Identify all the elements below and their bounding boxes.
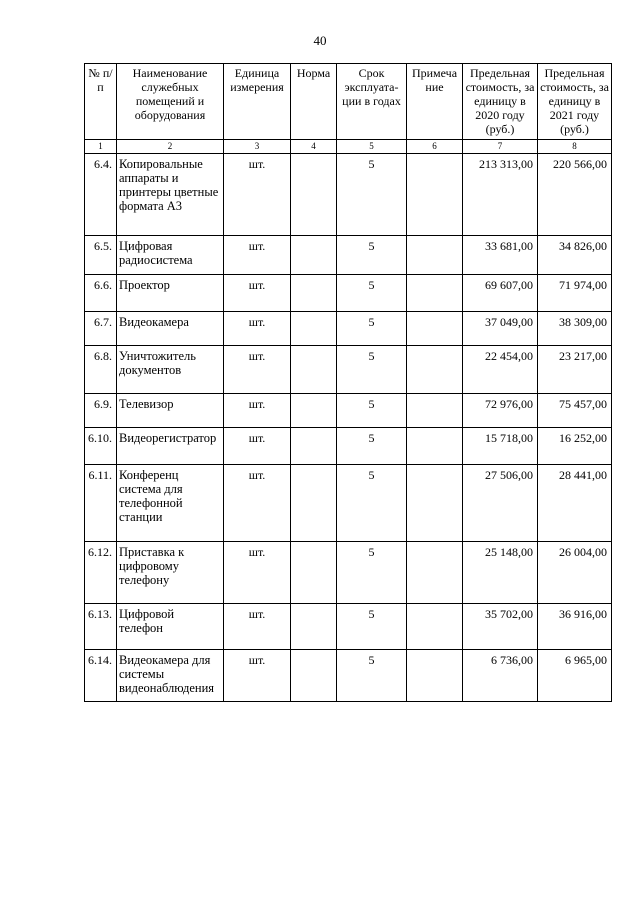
norm bbox=[291, 428, 337, 465]
service-life: 5 bbox=[337, 465, 407, 542]
price-2021: 75 457,00 bbox=[538, 394, 612, 428]
item-name: Проектор bbox=[117, 275, 224, 312]
price-2021: 220 566,00 bbox=[538, 154, 612, 236]
service-life: 5 bbox=[337, 542, 407, 604]
header-price-2021: Предельная стоимость, за единицу в 2021 году (руб.) bbox=[538, 64, 612, 140]
item-name: Конференц система для телефонной станции bbox=[117, 465, 224, 542]
unit: шт. bbox=[224, 236, 291, 275]
note bbox=[407, 236, 463, 275]
column-index: 1 bbox=[85, 140, 117, 154]
note bbox=[407, 394, 463, 428]
header-term: Срок эксплуата-ции в годах bbox=[337, 64, 407, 140]
price-2021: 36 916,00 bbox=[538, 604, 612, 650]
note bbox=[407, 346, 463, 394]
norm bbox=[291, 154, 337, 236]
item-name: Видеорегистратор bbox=[117, 428, 224, 465]
header-price-2020: Предельная стоимость, за единицу в 2020 году (руб.) bbox=[463, 64, 538, 140]
price-2020: 213 313,00 bbox=[463, 154, 538, 236]
norm bbox=[291, 346, 337, 394]
price-2021: 16 252,00 bbox=[538, 428, 612, 465]
column-index: 6 bbox=[407, 140, 463, 154]
service-life: 5 bbox=[337, 346, 407, 394]
equipment-table bbox=[84, 63, 612, 702]
price-2020: 15 718,00 bbox=[463, 428, 538, 465]
note bbox=[407, 312, 463, 346]
price-2020: 37 049,00 bbox=[463, 312, 538, 346]
norm bbox=[291, 394, 337, 428]
price-2020: 27 506,00 bbox=[463, 465, 538, 542]
service-life: 5 bbox=[337, 394, 407, 428]
row-number: 6.7. bbox=[85, 312, 117, 346]
table-row bbox=[85, 154, 612, 236]
column-index: 8 bbox=[538, 140, 612, 154]
note bbox=[407, 650, 463, 702]
table-row bbox=[85, 604, 612, 650]
price-2021: 38 309,00 bbox=[538, 312, 612, 346]
item-name: Цифровой телефон bbox=[117, 604, 224, 650]
row-number: 6.8. bbox=[85, 346, 117, 394]
column-index: 3 bbox=[224, 140, 291, 154]
table-row bbox=[85, 312, 612, 346]
unit: шт. bbox=[224, 650, 291, 702]
unit: шт. bbox=[224, 312, 291, 346]
service-life: 5 bbox=[337, 275, 407, 312]
item-name: Приставка к цифровому телефону bbox=[117, 542, 224, 604]
unit: шт. bbox=[224, 346, 291, 394]
item-name: Видеокамера для системы видеонаблюдения bbox=[117, 650, 224, 702]
item-name: Цифровая радиосистема bbox=[117, 236, 224, 275]
header-norm: Норма bbox=[291, 64, 337, 140]
price-2020: 69 607,00 bbox=[463, 275, 538, 312]
header-row bbox=[85, 64, 612, 140]
note bbox=[407, 154, 463, 236]
service-life: 5 bbox=[337, 650, 407, 702]
note bbox=[407, 542, 463, 604]
item-name: Уничтожитель документов bbox=[117, 346, 224, 394]
row-number: 6.9. bbox=[85, 394, 117, 428]
price-2020: 35 702,00 bbox=[463, 604, 538, 650]
header-unit: Единица измерения bbox=[224, 64, 291, 140]
unit: шт. bbox=[224, 604, 291, 650]
table-row bbox=[85, 465, 612, 542]
norm bbox=[291, 275, 337, 312]
unit: шт. bbox=[224, 465, 291, 542]
item-name: Копировальные аппараты и принтеры цветные формата А3 bbox=[117, 154, 224, 236]
price-2020: 22 454,00 bbox=[463, 346, 538, 394]
note bbox=[407, 428, 463, 465]
row-number: 6.5. bbox=[85, 236, 117, 275]
row-number: 6.4. bbox=[85, 154, 117, 236]
column-index: 4 bbox=[291, 140, 337, 154]
row-number: 6.14. bbox=[85, 650, 117, 702]
unit: шт. bbox=[224, 428, 291, 465]
item-name: Телевизор bbox=[117, 394, 224, 428]
price-2020: 25 148,00 bbox=[463, 542, 538, 604]
table-row bbox=[85, 346, 612, 394]
column-index: 2 bbox=[117, 140, 224, 154]
unit: шт. bbox=[224, 542, 291, 604]
row-number: 6.11. bbox=[85, 465, 117, 542]
price-2021: 28 441,00 bbox=[538, 465, 612, 542]
norm bbox=[291, 312, 337, 346]
price-2021: 34 826,00 bbox=[538, 236, 612, 275]
table-row bbox=[85, 650, 612, 702]
table-row bbox=[85, 542, 612, 604]
column-index: 7 bbox=[463, 140, 538, 154]
price-2021: 23 217,00 bbox=[538, 346, 612, 394]
service-life: 5 bbox=[337, 154, 407, 236]
page-number: 40 bbox=[313, 33, 327, 48]
service-life: 5 bbox=[337, 604, 407, 650]
price-2021: 26 004,00 bbox=[538, 542, 612, 604]
price-2021: 6 965,00 bbox=[538, 650, 612, 702]
column-index-row bbox=[85, 140, 612, 154]
note bbox=[407, 275, 463, 312]
norm bbox=[291, 542, 337, 604]
row-number: 6.10. bbox=[85, 428, 117, 465]
service-life: 5 bbox=[337, 312, 407, 346]
table-row bbox=[85, 428, 612, 465]
header-num: № п/п bbox=[85, 64, 117, 140]
norm bbox=[291, 236, 337, 275]
item-name: Видеокамера bbox=[117, 312, 224, 346]
row-number: 6.6. bbox=[85, 275, 117, 312]
unit: шт. bbox=[224, 394, 291, 428]
unit: шт. bbox=[224, 275, 291, 312]
row-number: 6.13. bbox=[85, 604, 117, 650]
unit: шт. bbox=[224, 154, 291, 236]
table-row bbox=[85, 236, 612, 275]
norm bbox=[291, 604, 337, 650]
header-note: Примеча ние bbox=[407, 64, 463, 140]
note bbox=[407, 465, 463, 542]
norm bbox=[291, 650, 337, 702]
column-index: 5 bbox=[337, 140, 407, 154]
row-number: 6.12. bbox=[85, 542, 117, 604]
service-life: 5 bbox=[337, 428, 407, 465]
table-row bbox=[85, 394, 612, 428]
price-2020: 33 681,00 bbox=[463, 236, 538, 275]
norm bbox=[291, 465, 337, 542]
note bbox=[407, 604, 463, 650]
price-2020: 6 736,00 bbox=[463, 650, 538, 702]
table-row bbox=[85, 275, 612, 312]
service-life: 5 bbox=[337, 236, 407, 275]
price-2021: 71 974,00 bbox=[538, 275, 612, 312]
header-name: Наименование служебных помещений и оборудования bbox=[117, 64, 224, 140]
price-2020: 72 976,00 bbox=[463, 394, 538, 428]
